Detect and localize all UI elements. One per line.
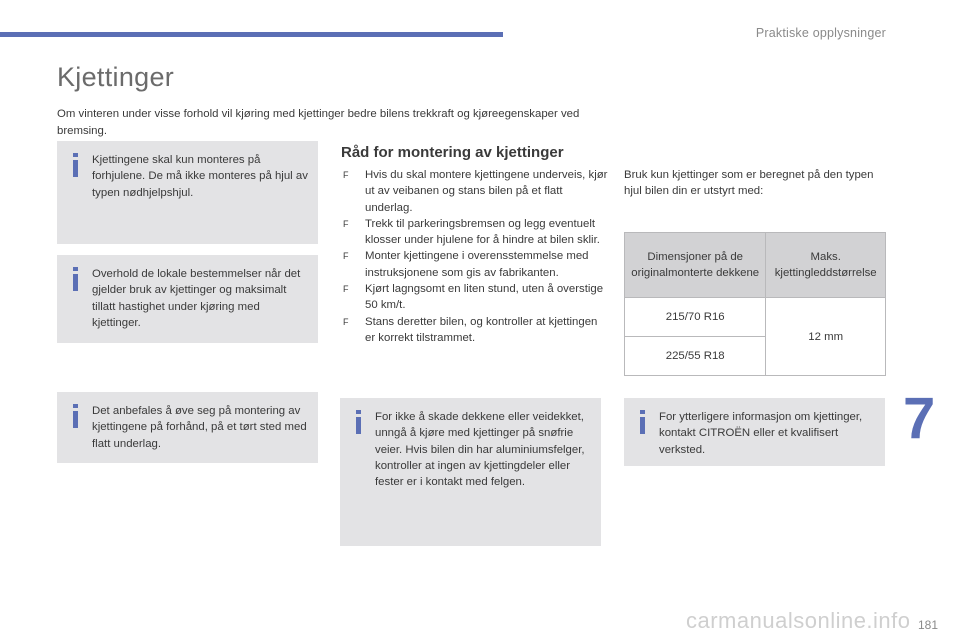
- intro-paragraph: Om vinteren under visse forhold vil kjøring med kjettinger bedre bilens trekkraft og kjøreegenskaper ved bremsing.: [57, 108, 580, 137]
- page-title: Kjettinger: [57, 62, 175, 92]
- bullet-icon: F: [343, 316, 349, 327]
- info-icon: [640, 410, 645, 434]
- advice-heading: Råd for montering av kjettinger: [341, 144, 564, 161]
- info-box-practice: [57, 392, 318, 463]
- list-item: F Monter kjettingene i overensstemmelse med instruksjonene som gis av fabrikanten.: [343, 250, 589, 279]
- table-cell-size: 225/55 R18: [625, 337, 766, 376]
- info-box-text: For ytterligere informasjon om kjettinger, kontakt CITROËN eller et kvalifisert verksted.: [659, 411, 863, 456]
- page-number: 181: [917, 618, 938, 632]
- bullet-icon: F: [343, 284, 349, 295]
- list-item: F Trekk til parkeringsbremsen og legg eventuelt klosser under hjulene for å hindre at bilen sklir.: [343, 217, 600, 247]
- info-icon: [356, 410, 361, 434]
- info-box-text: Kjettingene skal kun monteres på forhjulene. De må ikke monteres på hjul av typen nødhjelpshjul.: [92, 154, 308, 199]
- info-box-text: For ikke å skade dekkene eller veidekket, unngå å kjøre med kjettinger på snøfrie veier. Hvis bilen din har aluminiumsfelger, kontroller at ingen av kjettingdeler eller fester er i kontakt med felgen.: [375, 411, 585, 489]
- table-header-max-size: Maks. kjettingleddstørrelse: [766, 233, 886, 298]
- watermark: carmanualsonline.info: [686, 608, 911, 633]
- advice-list: [341, 167, 609, 346]
- bullet-icon: F: [343, 170, 349, 180]
- chapter-number: 7: [903, 386, 936, 451]
- list-item: F Kjørt lagngsomt en liten stund, uten å overstige 50 km/t.: [343, 283, 604, 312]
- bullet-icon: F: [343, 251, 349, 262]
- header-accent-bar: [0, 32, 503, 37]
- tire-size-table: [624, 232, 886, 376]
- info-box-snow-free: [340, 398, 601, 546]
- list-item: F Stans deretter bilen, og kontroller at kjettingen er korrekt tilstrammet.: [343, 315, 598, 344]
- bullet-icon: F: [343, 218, 349, 229]
- info-box-local-rules: [57, 255, 318, 343]
- info-icon: [73, 267, 78, 291]
- table-cell-max: 12 mm: [766, 298, 886, 376]
- table-cell-size: 215/70 R16: [625, 298, 766, 337]
- table-header-dimensions: Dimensjoner på de originalmonterte dekkene: [625, 233, 766, 298]
- table-row: [625, 233, 886, 298]
- info-icon: [73, 153, 78, 177]
- info-box-text: Overhold de lokale bestemmelser når det gjelder bruk av kjettinger og maksimalt tillatt hastighet under kjøring med kjettinger.: [92, 268, 301, 329]
- info-box-text: Det anbefales å øve seg på montering av kjettingene på forhånd, på et tørt sted med flatt underlag.: [92, 405, 307, 450]
- tire-note: Bruk kun kjettinger som er beregnet på den typen hjul bilen din er utstyrt med:: [624, 169, 874, 198]
- section-label: Praktiske opplysninger: [755, 26, 886, 40]
- list-item: F Hvis du skal montere kjettingene underveis, kjør ut av veibanen og stans bilen på et flatt underlag.: [343, 169, 608, 214]
- table-row: [625, 298, 886, 337]
- info-box-front-wheels: [57, 141, 318, 244]
- info-box-citroen: [624, 398, 885, 466]
- info-icon: [73, 404, 78, 428]
